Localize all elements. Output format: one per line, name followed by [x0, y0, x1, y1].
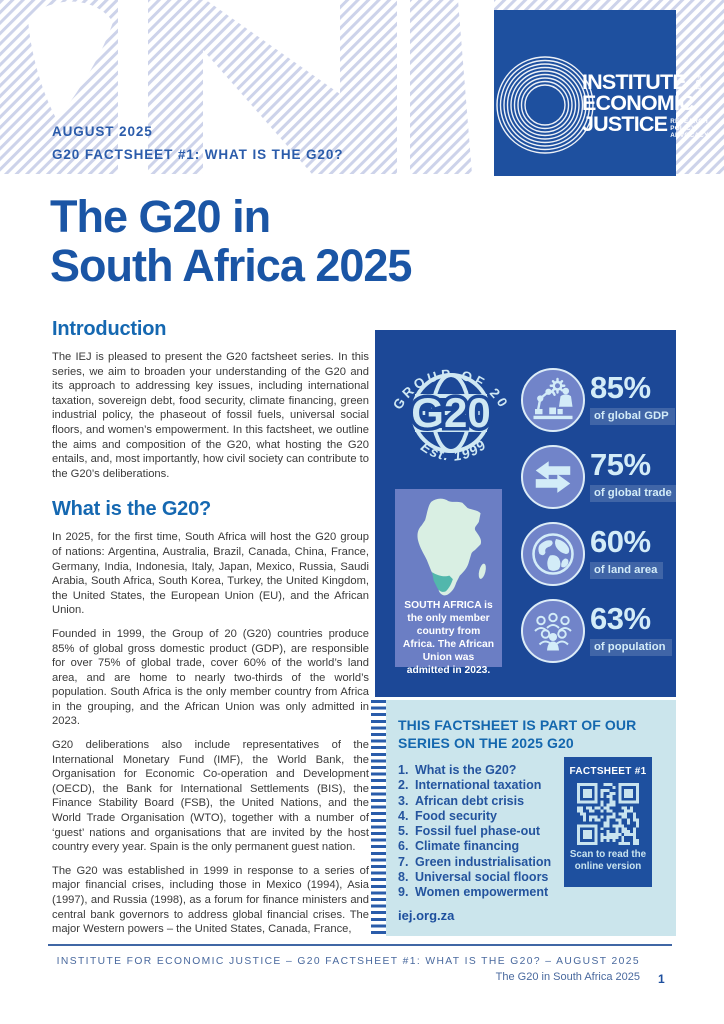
series-item: International taxation — [415, 778, 542, 793]
series-item: Food security — [415, 808, 497, 823]
stat-label: of global trade — [590, 485, 678, 502]
paragraph: Founded in 1999, the Group of 20 (G20) countries produce 85% of global gross domestic product (GDP), are responsible for over 75% of global trade, cover 60% of the world’s land area, and are home to nearly two-thirds of the world’s population. South Africa is the only member country from Africa in the grouping, and the African Union was only admitted in 2023. — [52, 627, 369, 728]
footer-doc-title: The G20 in South Africa 2025 — [495, 971, 640, 983]
qr-code[interactable] — [577, 783, 639, 845]
series-item: Universal social floors — [415, 870, 549, 885]
paragraph: The IEJ is pleased to present the G20 factsheet series. In this series, we aim to broaden your understanding of the G20 and its approach to addressing key issues, including international taxation, sovereign debt, food security, climate financing, green industrial policy, the phaseout of fossil fuels, universal social floors, and women’s empowerment. In this factsheet, we outline the aims and composition of the G20, what hosting the G20 entails, and, most importantly, how civil society can contribute to the G20’s deliberations. — [52, 351, 369, 480]
kicker-date: AUGUST 2025 — [52, 124, 153, 139]
map-caption: SOUTH AFRICA is the only member country from Africa. The African Union was admitted in 2023. — [402, 600, 495, 676]
section-heading-introduction: Introduction — [52, 318, 167, 340]
body-column — [52, 318, 369, 946]
series-heading: THIS FACTSHEET IS PART OF OUR SERIES ON THE 2025 G20 — [398, 717, 637, 751]
paragraph: The G20 was established in 1999 in response to a series of major financial crises, including those in Mexico (1994), Asia (1997), and Russia (1998), as a forum for finance ministers and central bank governors to address global financial crises. The major Western powers – the United States, Canada, France, — [52, 864, 369, 936]
qr-card — [564, 757, 652, 887]
people-icon — [521, 599, 585, 663]
logo-justice: JUSTICE — [582, 112, 668, 136]
globe-icon — [521, 522, 585, 586]
infographic-panel — [375, 330, 676, 697]
website-link[interactable]: iej.org.za — [398, 908, 455, 923]
page-number: 1 — [658, 972, 665, 986]
series-item: Climate financing — [415, 839, 520, 854]
paragraph: G20 deliberations also include representatives of the International Monetary Fund (IMF), the World Bank, the Organisation for Economic Co-operation and Development (OECD), the Bank for International Settlements (BIS), the Finance Stability Board (FSB), the United Nations, and the World Trade Organisation (WTO), together with a number of ‘guest’ nations and organisations that are invited by the host country every year. Spain is the only permanent guest nation. — [52, 739, 369, 854]
svg-text:G20: G20 — [411, 389, 491, 436]
series-item: Women empowerment — [415, 885, 549, 900]
stat-value: 75% — [590, 447, 651, 482]
footer-divider — [48, 944, 672, 946]
qr-title: FACTSHEET #1 — [569, 766, 647, 777]
iej-logo-text — [582, 72, 709, 139]
qr-caption: Scan to read the online version — [569, 849, 647, 872]
footer-running-title: INSTITUTE FOR ECONOMIC JUSTICE – G20 FACTSHEET #1: WHAT IS THE G20? – AUGUST 2025 — [56, 956, 640, 967]
stat-label: of global GDP — [590, 408, 675, 425]
logo-economic: ECONOMIC — [582, 91, 694, 115]
africa-map-card — [395, 489, 502, 676]
stats-list — [521, 366, 671, 674]
logo-for: FOR — [693, 75, 701, 91]
page-title: The G20 in South Africa 2025 — [50, 191, 412, 291]
section-heading-what-is-g20: What is the G20? — [52, 498, 212, 521]
stat-label: of population — [590, 639, 672, 656]
series-item: What is the G20? — [415, 763, 517, 777]
stat-gdp — [521, 366, 671, 443]
kicker-factsheet: G20 FACTSHEET #1: WHAT IS THE G20? — [52, 147, 344, 162]
stat-label: of land area — [590, 562, 663, 579]
logo-institute: INSTITUTE — [582, 70, 686, 94]
stat-population — [521, 597, 671, 674]
svg-text:GROUP OF 20: GROUP OF 20 — [390, 366, 513, 413]
dashed-edge-decoration — [371, 700, 386, 936]
paragraph: In 2025, for the first time, South Africa will host the G20 group of nations: Argentina, Australia, Brazil, Canada, China, France, Germany, India, Indonesia, Italy, Japan, Mexico, Russia, Saudi Arabia, South Africa, South Korea, Turkey, the United Kingdom, the United States, the European Union (EU), and the African Union. — [52, 531, 369, 617]
trade-arrows-icon — [521, 445, 585, 509]
footer — [57, 956, 640, 983]
stat-value: 85% — [590, 370, 651, 405]
series-item: Green industrialisation — [415, 854, 552, 869]
factory-icon — [521, 368, 585, 432]
stat-value: 60% — [590, 524, 651, 559]
stat-land — [521, 520, 671, 597]
stat-value: 63% — [590, 601, 651, 636]
africa-map-icon — [404, 495, 493, 599]
series-item: African debt crisis — [415, 793, 525, 808]
logo-tagline: RESEARCH POLICY ADVOCACY — [670, 118, 709, 139]
g20-logo-icon — [375, 334, 527, 486]
series-panel — [386, 700, 676, 936]
svg-text:Est. 1999: Est. 1999 — [418, 435, 490, 464]
series-item: Fossil fuel phase-out — [415, 824, 541, 839]
stat-trade — [521, 443, 671, 520]
iej-logo — [494, 10, 709, 176]
kicker — [52, 120, 343, 166]
